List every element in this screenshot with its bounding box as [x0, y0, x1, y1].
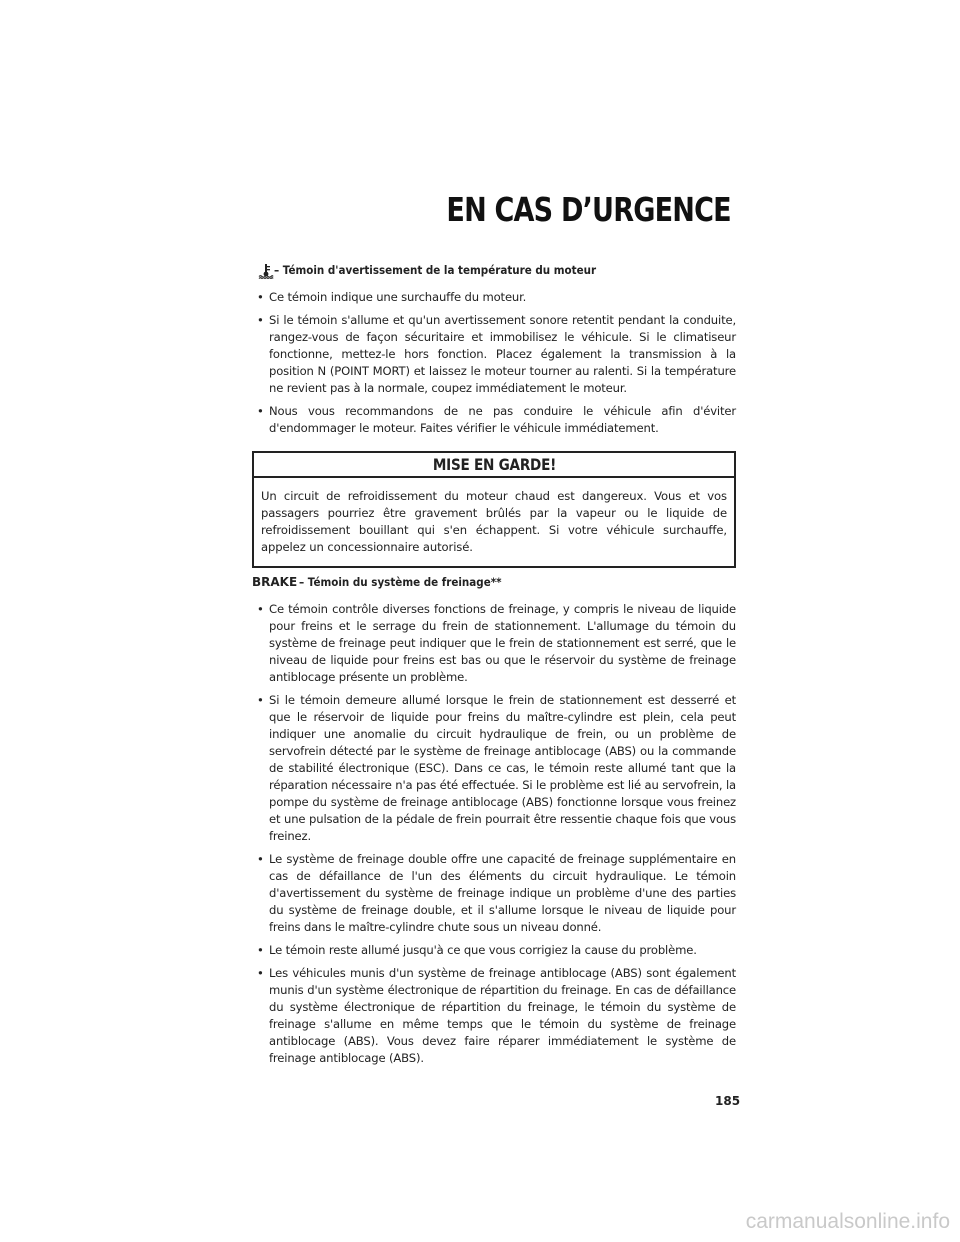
- brake-tag-icon: BRAKE: [252, 575, 298, 589]
- brake-heading-text: – Témoin du système de freinage**: [299, 575, 502, 589]
- page-number: 185: [715, 1094, 741, 1108]
- list-item: • Le témoin reste allumé jusqu'à ce que vous corrigiez la cause du problème.: [252, 942, 736, 959]
- engine-temp-heading: [258, 262, 736, 279]
- list-item: • Si le témoin demeure allumé lorsque le frein de stationnement est desserré et que le réservoir de liquide pour freins du maître-cylindre est plein, cela peut indiquer une anomalie du circuit hydraulique de frein, ou un problème de servofrein détecté par le système de freinage antiblocage (ABS) ou la commande de stabilité électronique (ESC). Dans ce cas, le témoin reste allumé tant que la réparation nécessaire n'a pas été effectuée. Si le problème est lié au servofrein, la pompe du système de freinage antiblocage (ABS) fonctionne lorsque vous freinez et une pulsation de la pédale de frein pourrait être ressentie chaque fois que vous freinez.: [252, 692, 736, 845]
- list-item: • Ce témoin contrôle diverses fonctions de freinage, y compris le niveau de liquide pour freins et le serrage du frein de stationnement. L'allumage du témoin du système de freinage peut indiquer que le frein de stationnement est serré, que le niveau de liquide pour freins est bas ou que le réservoir du système de freinage antiblocage présente un problème.: [252, 601, 736, 686]
- list-item: • Ce témoin indique une surchauffe du moteur.: [252, 289, 736, 306]
- list-item: • Si le témoin s'allume et qu'un avertissement sonore retentit pendant la conduite, rangez-vous de façon sécuritaire et immobilisez le véhicule. Si le climatiseur fonctionne, mettez-le hors fonction. Placez également la transmission à la position N (POINT MORT) et laissez le moteur tourner au ralenti. Si la température ne revient pas à la normale, coupez immédiatement le moteur.: [252, 312, 736, 397]
- warning-title: [254, 453, 734, 478]
- page-content: [252, 262, 736, 1073]
- list-item: • Le système de freinage double offre une capacité de freinage supplémentaire en cas de défaillance de l'un des éléments du circuit hydraulique. Le témoin d'avertissement du système de freinage indique un problème d'une des parties du système de freinage double, et il s'allume lorsque le niveau de liquide pour freins dans le maître-cylindre chute sous un niveau donné.: [252, 851, 736, 936]
- warning-title-text: MISE EN GARDE!: [432, 455, 556, 474]
- watermark: carmanualsonline.info: [745, 1210, 950, 1233]
- page-title: EN CAS D’URGENCE: [446, 190, 731, 229]
- list-item: • Les véhicules munis d'un système de freinage antiblocage (ABS) sont également munis d'un système électronique de répartition du freinage. En cas de défaillance du système électronique de répartition du freinage, le témoin du système de freinage s'allume en même temps que le témoin du système de freinage antiblocage (ABS). Vous devez faire réparer immédiatement le système de freinage antiblocage (ABS).: [252, 965, 736, 1067]
- warning-body: Un circuit de refroidissement du moteur chaud est dangereux. Vous et vos passagers pourriez être gravement brûlés par la vapeur ou le liquide de refroidissement bouillant qui s'en échappent. Si votre véhicule surchauffe, appelez un concessionnaire autorisé.: [261, 489, 727, 554]
- engine-temperature-icon: [258, 263, 274, 279]
- engine-temp-heading-text: – Témoin d'avertissement de la température du moteur: [274, 263, 597, 277]
- brake-heading: [252, 574, 736, 591]
- warning-box: [252, 451, 736, 568]
- list-item: • Nous vous recommandons de ne pas conduire le véhicule afin d'éviter d'endommager le moteur. Faites vérifier le véhicule immédiatement.: [252, 403, 736, 437]
- engine-temp-list: [252, 289, 736, 437]
- brake-list: [252, 601, 736, 1067]
